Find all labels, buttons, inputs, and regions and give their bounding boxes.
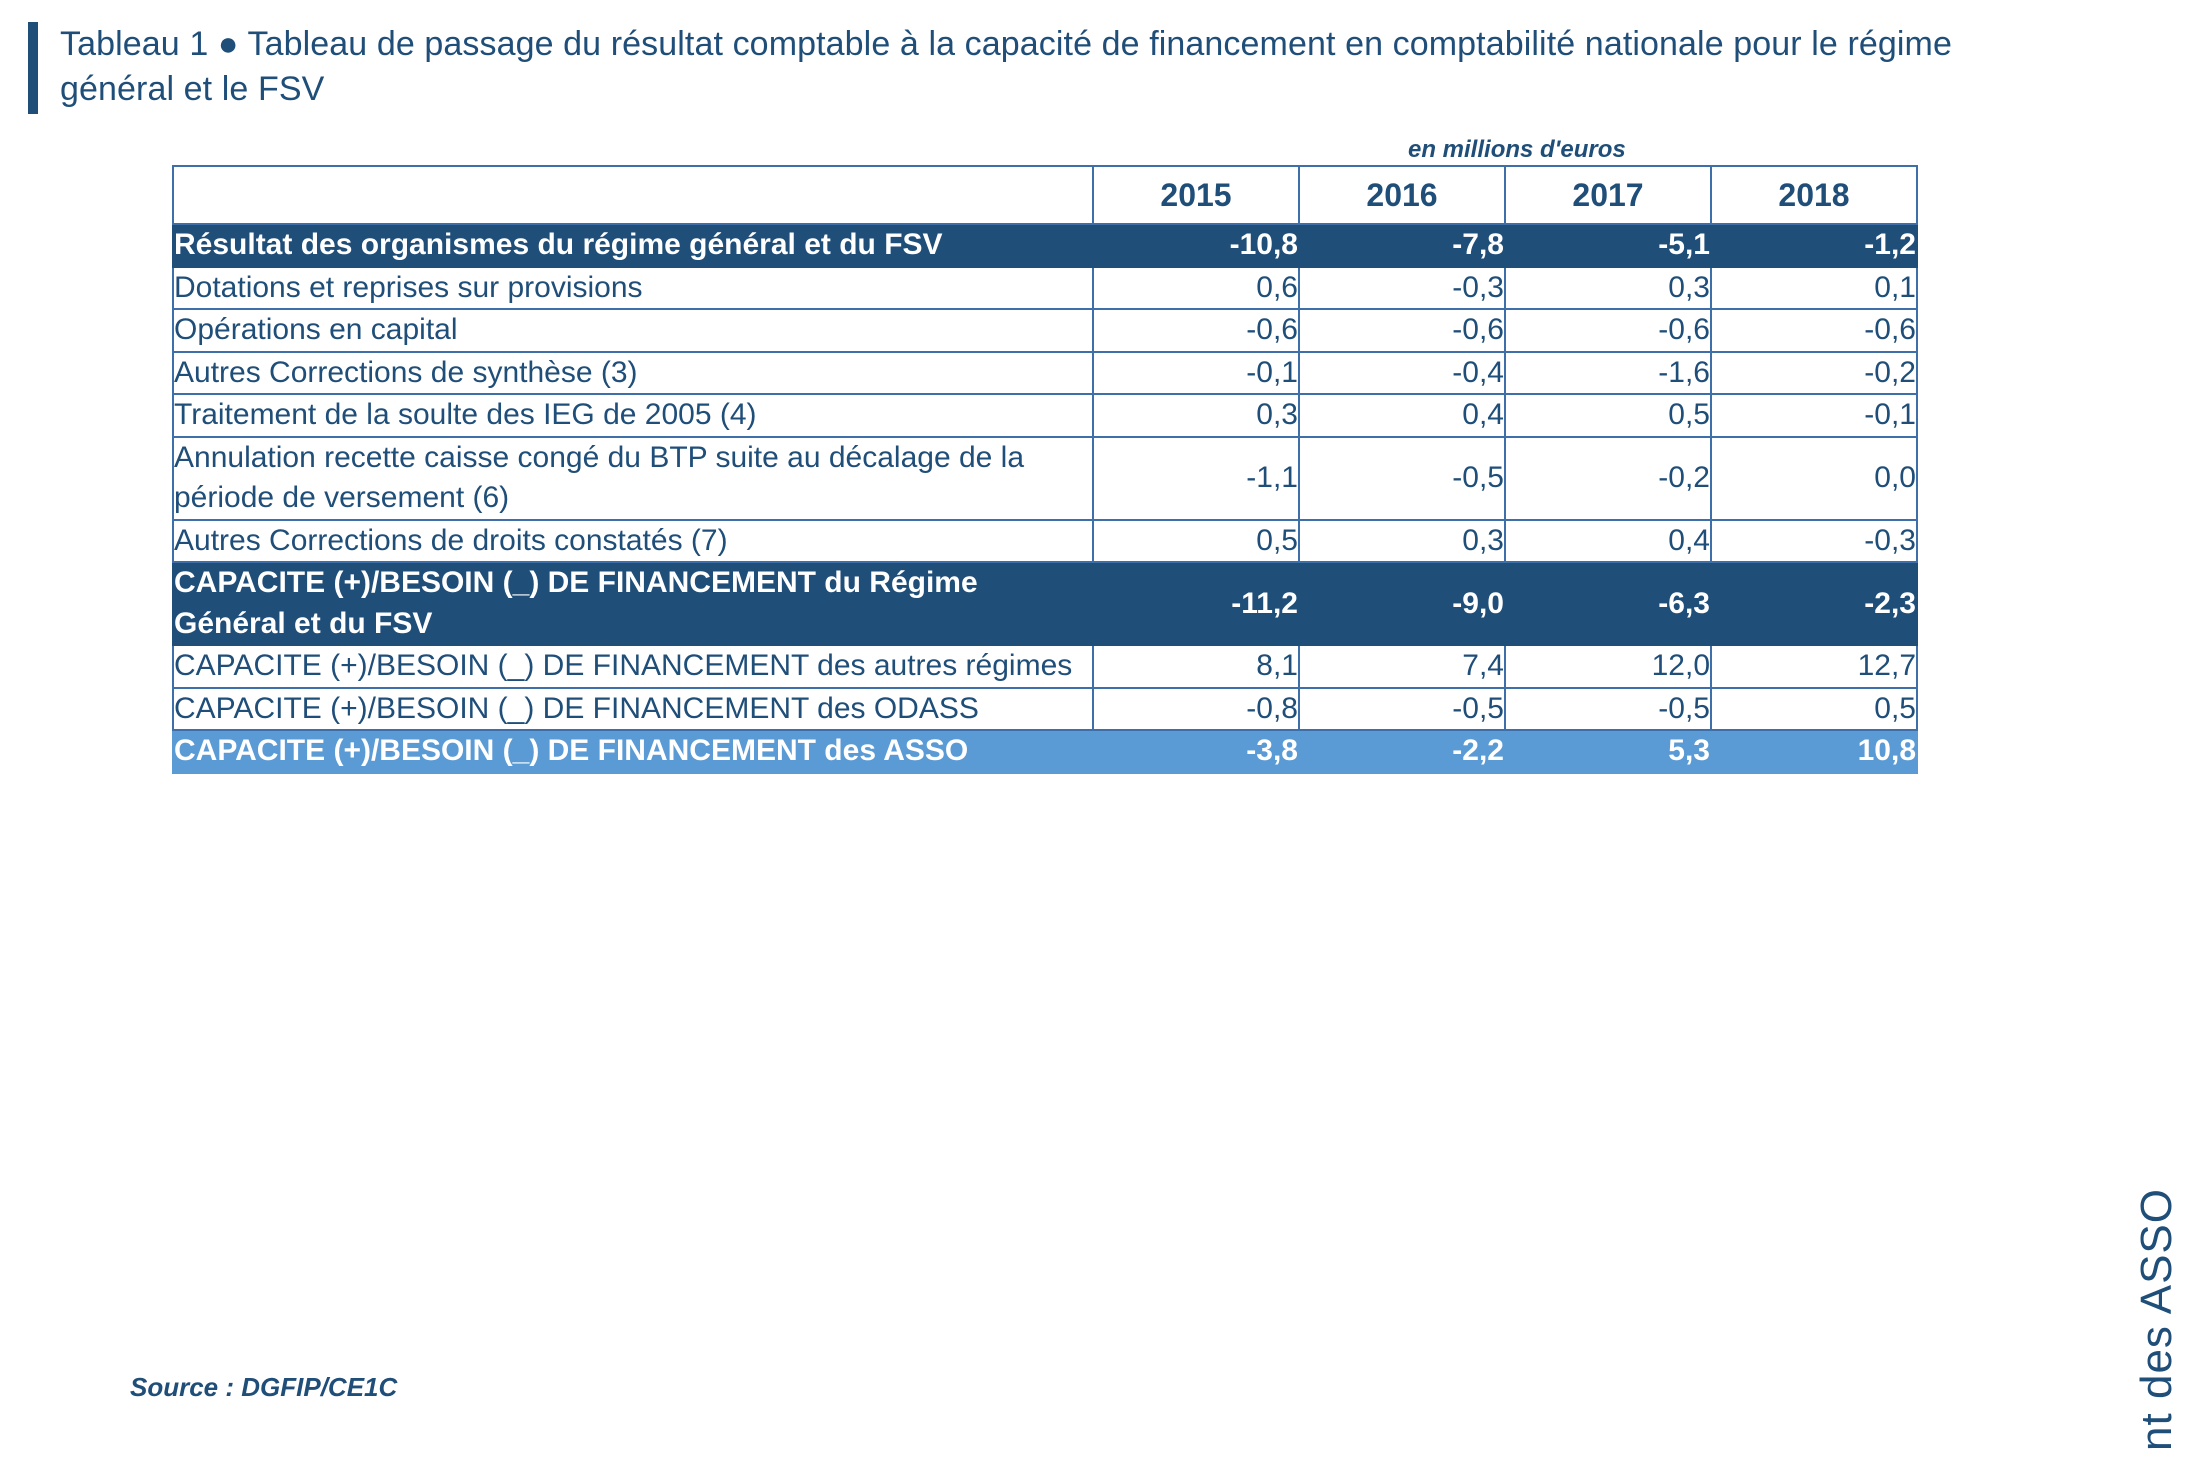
row-value-2017: 0,4 xyxy=(1505,520,1711,563)
row-value-2015: -0,1 xyxy=(1093,352,1299,395)
row-value-2016: -0,5 xyxy=(1299,437,1505,520)
table-row xyxy=(173,520,1917,563)
header-cell-2018: 2018 xyxy=(1711,166,1917,224)
row-label: Dotations et reprises sur provisions xyxy=(173,267,1093,310)
header-cell-2015: 2015 xyxy=(1093,166,1299,224)
row-value-2015: -0,8 xyxy=(1093,688,1299,731)
row-value-2016: -0,5 xyxy=(1299,688,1505,731)
row-value-2017: -0,5 xyxy=(1505,688,1711,731)
row-value-2016: 0,4 xyxy=(1299,394,1505,437)
row-value-2017: -0,6 xyxy=(1505,309,1711,352)
header-cell-2017: 2017 xyxy=(1505,166,1711,224)
table-row xyxy=(173,309,1917,352)
row-value-2018: 0,5 xyxy=(1711,688,1917,731)
row-label: Opérations en capital xyxy=(173,309,1093,352)
table-row xyxy=(173,688,1917,731)
passage-table xyxy=(172,165,1918,774)
row-label: Annulation recette caisse congé du BTP suite au décalage de la période de versement (6) xyxy=(173,437,1093,520)
table-header xyxy=(173,166,1917,224)
row-value-2016: 0,3 xyxy=(1299,520,1505,563)
header-cell-2016: 2016 xyxy=(1299,166,1505,224)
table-title-block xyxy=(28,22,2068,114)
row-value-2016: -7,8 xyxy=(1299,224,1505,267)
row-value-2018: -0,6 xyxy=(1711,309,1917,352)
table-row xyxy=(173,224,1917,267)
row-label: Traitement de la soulte des IEG de 2005 (4) xyxy=(173,394,1093,437)
margin-vertical-text: nt des ASSO xyxy=(2132,1188,2181,1451)
units-note: en millions d'euros xyxy=(1408,136,1626,163)
table-row xyxy=(173,394,1917,437)
row-value-2017: -0,2 xyxy=(1505,437,1711,520)
page-title: Tableau 1 ● Tableau de passage du résultat comptable à la capacité de financement en comptabilité nationale pour le régime général et le FSV xyxy=(60,25,1952,108)
row-value-2016: -2,2 xyxy=(1299,730,1505,773)
row-value-2017: -5,1 xyxy=(1505,224,1711,267)
row-value-2018: -1,2 xyxy=(1711,224,1917,267)
row-value-2017: 0,3 xyxy=(1505,267,1711,310)
data-table-container xyxy=(172,165,1918,774)
row-value-2016: 7,4 xyxy=(1299,645,1505,688)
row-value-2017: -6,3 xyxy=(1505,562,1711,645)
row-value-2015: 0,3 xyxy=(1093,394,1299,437)
table-row xyxy=(173,437,1917,520)
table-row xyxy=(173,267,1917,310)
row-value-2015: 8,1 xyxy=(1093,645,1299,688)
row-label: CAPACITE (+)/BESOIN (_) DE FINANCEMENT des ODASS xyxy=(173,688,1093,731)
row-value-2018: -0,3 xyxy=(1711,520,1917,563)
row-value-2018: -0,2 xyxy=(1711,352,1917,395)
table-row xyxy=(173,352,1917,395)
row-value-2017: 5,3 xyxy=(1505,730,1711,773)
row-value-2015: 0,5 xyxy=(1093,520,1299,563)
row-value-2016: -0,4 xyxy=(1299,352,1505,395)
row-value-2018: 12,7 xyxy=(1711,645,1917,688)
row-value-2017: -1,6 xyxy=(1505,352,1711,395)
row-value-2016: -9,0 xyxy=(1299,562,1505,645)
row-label: CAPACITE (+)/BESOIN (_) DE FINANCEMENT du Régime Général et du FSV xyxy=(173,562,1093,645)
table-row xyxy=(173,645,1917,688)
row-value-2018: 0,1 xyxy=(1711,267,1917,310)
row-label: CAPACITE (+)/BESOIN (_) DE FINANCEMENT des autres régimes xyxy=(173,645,1093,688)
table-body xyxy=(173,224,1917,773)
source-note: Source : DGFIP/CE1C xyxy=(130,1372,398,1402)
row-value-2016: -0,3 xyxy=(1299,267,1505,310)
row-value-2015: -0,6 xyxy=(1093,309,1299,352)
table-header-row xyxy=(173,166,1917,224)
row-value-2016: -0,6 xyxy=(1299,309,1505,352)
row-value-2015: -10,8 xyxy=(1093,224,1299,267)
title-accent-bar xyxy=(28,22,38,114)
row-label: CAPACITE (+)/BESOIN (_) DE FINANCEMENT des ASSO xyxy=(173,730,1093,773)
row-value-2018: -2,3 xyxy=(1711,562,1917,645)
row-label: Autres Corrections de droits constatés (7) xyxy=(173,520,1093,563)
row-value-2018: -0,1 xyxy=(1711,394,1917,437)
row-value-2015: -11,2 xyxy=(1093,562,1299,645)
header-cell-blank xyxy=(173,166,1093,224)
row-value-2018: 10,8 xyxy=(1711,730,1917,773)
row-value-2018: 0,0 xyxy=(1711,437,1917,520)
table-row xyxy=(173,562,1917,645)
row-value-2015: 0,6 xyxy=(1093,267,1299,310)
table-row xyxy=(173,730,1917,773)
row-value-2015: -1,1 xyxy=(1093,437,1299,520)
row-label: Résultat des organismes du régime général et du FSV xyxy=(173,224,1093,267)
row-label: Autres Corrections de synthèse (3) xyxy=(173,352,1093,395)
row-value-2017: 0,5 xyxy=(1505,394,1711,437)
row-value-2017: 12,0 xyxy=(1505,645,1711,688)
row-value-2015: -3,8 xyxy=(1093,730,1299,773)
